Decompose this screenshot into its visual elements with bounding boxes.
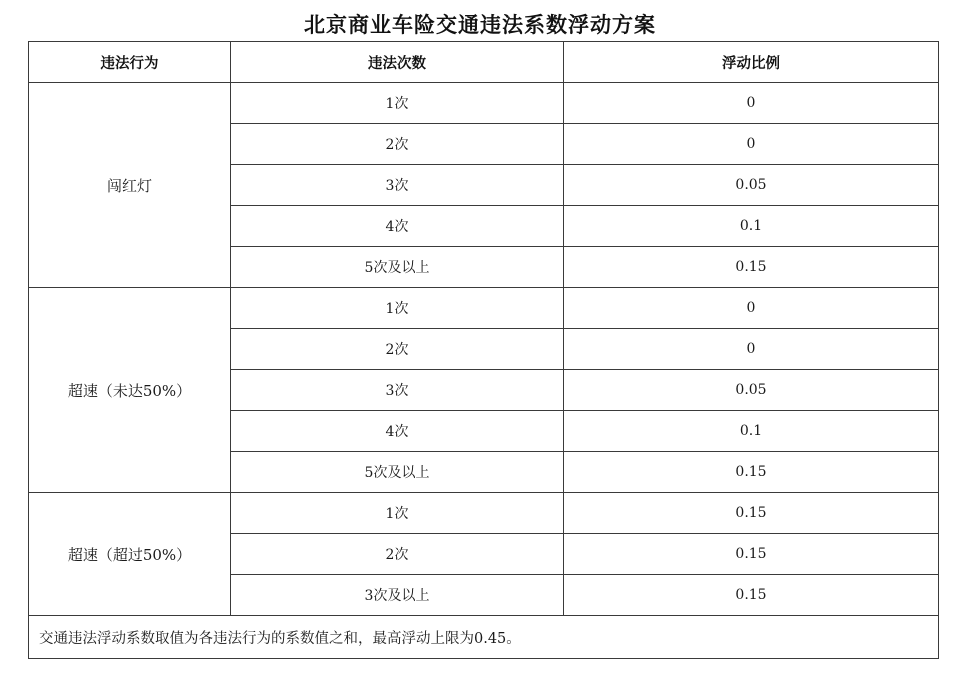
count-cell: 5次及以上	[231, 247, 564, 288]
table-note: 交通违法浮动系数取值为各违法行为的系数值之和，最高浮动上限为0.45。	[29, 616, 939, 659]
ratio-cell: 0.15	[564, 247, 939, 288]
ratio-cell: 0	[564, 83, 939, 124]
count-cell: 2次	[231, 329, 564, 370]
count-cell: 4次	[231, 206, 564, 247]
ratio-cell: 0.05	[564, 165, 939, 206]
table-row	[29, 83, 939, 124]
header-violation-count: 违法次数	[231, 42, 564, 83]
header-violation-behavior: 违法行为	[29, 42, 231, 83]
count-cell: 4次	[231, 411, 564, 452]
violation-coefficient-table	[28, 41, 939, 659]
count-cell: 1次	[231, 288, 564, 329]
header-float-ratio: 浮动比例	[564, 42, 939, 83]
count-cell: 3次	[231, 165, 564, 206]
note-row	[29, 616, 939, 659]
ratio-cell: 0.1	[564, 411, 939, 452]
count-cell: 2次	[231, 534, 564, 575]
behavior-cell-red-light: 闯红灯	[29, 83, 231, 288]
behavior-cell-speeding-under-50: 超速（未达50%）	[29, 288, 231, 493]
ratio-cell: 0.1	[564, 206, 939, 247]
ratio-cell: 0.15	[564, 493, 939, 534]
ratio-cell: 0.15	[564, 575, 939, 616]
count-cell: 3次及以上	[231, 575, 564, 616]
ratio-cell: 0	[564, 288, 939, 329]
ratio-cell: 0.15	[564, 452, 939, 493]
count-cell: 2次	[231, 124, 564, 165]
count-cell: 1次	[231, 493, 564, 534]
behavior-cell-speeding-over-50: 超速（超过50%）	[29, 493, 231, 616]
table-header-row	[29, 42, 939, 83]
table-row	[29, 288, 939, 329]
count-cell: 3次	[231, 370, 564, 411]
count-cell: 5次及以上	[231, 452, 564, 493]
table-row	[29, 493, 939, 534]
ratio-cell: 0	[564, 124, 939, 165]
count-cell: 1次	[231, 83, 564, 124]
ratio-cell: 0.05	[564, 370, 939, 411]
ratio-cell: 0.15	[564, 534, 939, 575]
page-title: 北京商业车险交通违法系数浮动方案	[304, 13, 656, 37]
ratio-cell: 0	[564, 329, 939, 370]
